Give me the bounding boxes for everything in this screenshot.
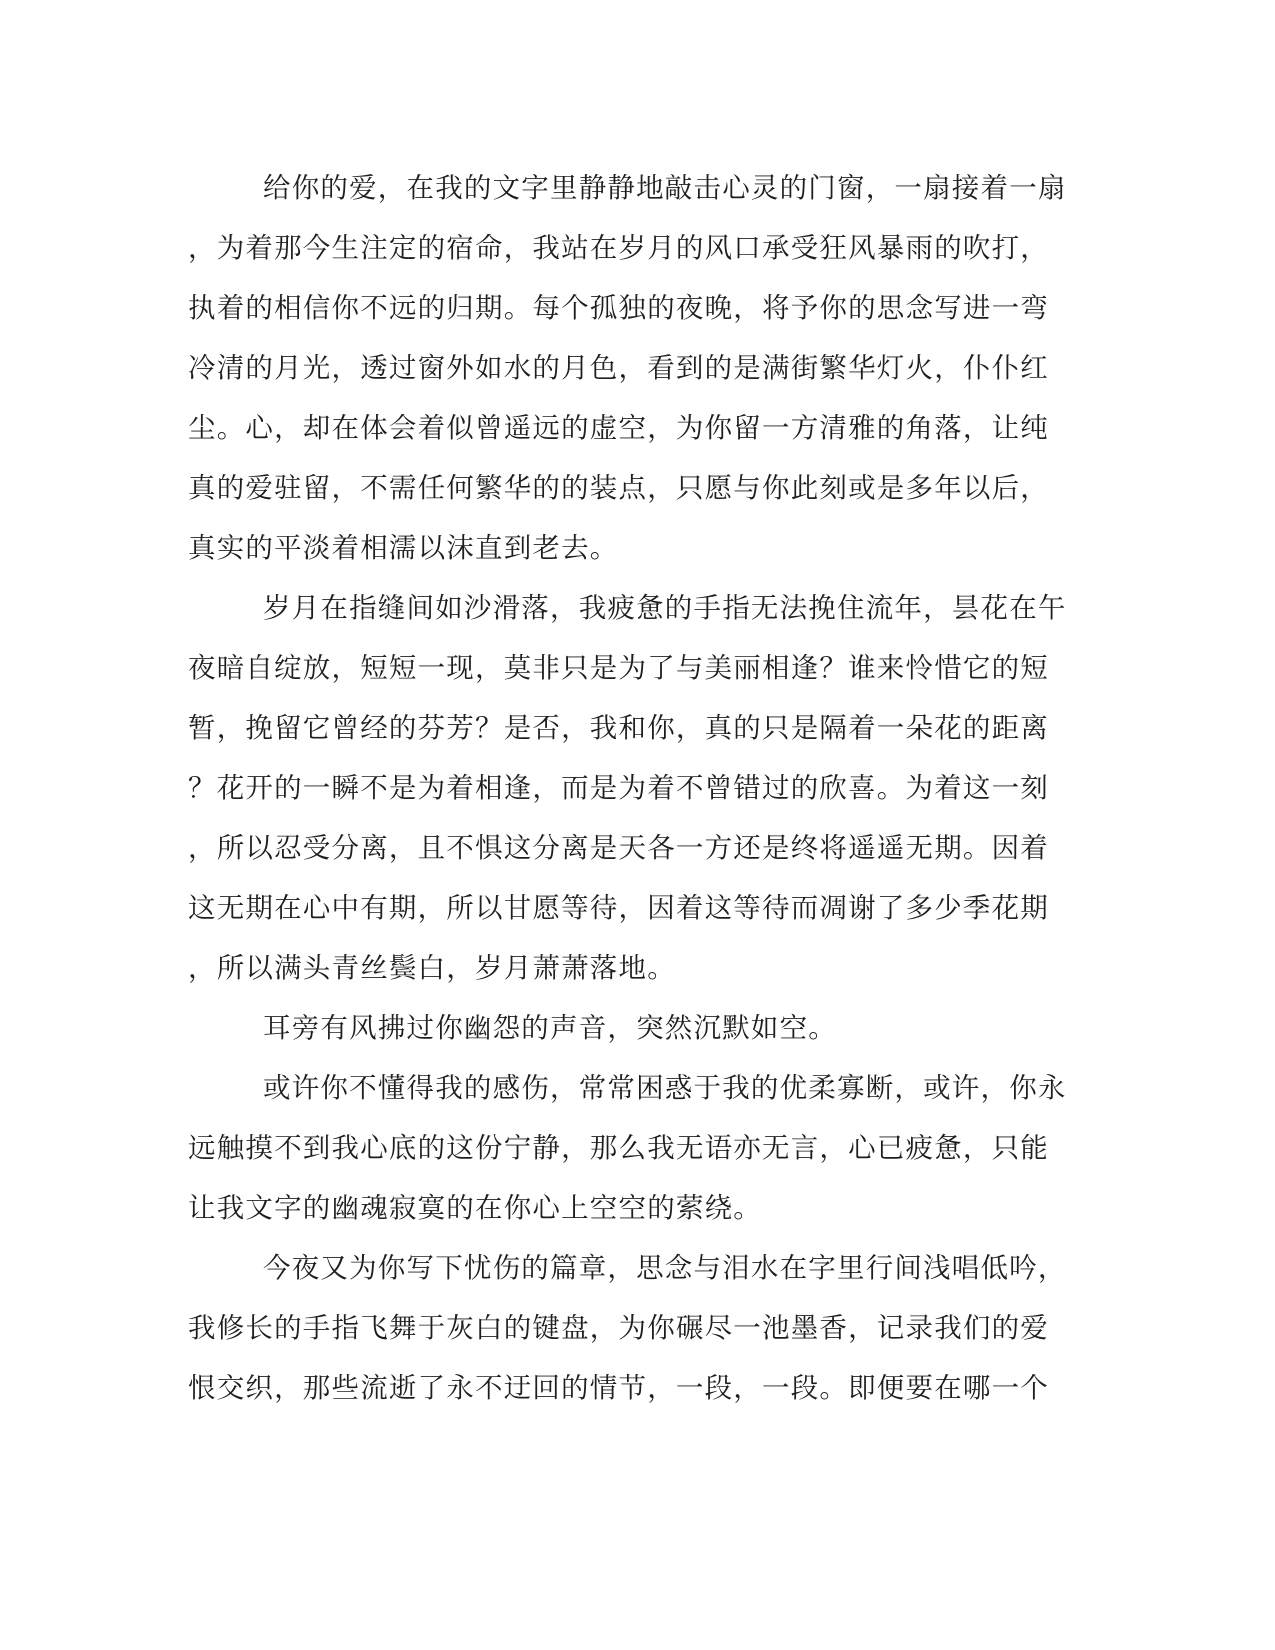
paragraph-1	[188, 158, 1068, 578]
paragraph-line: 我修长的手指飞舞于灰白的键盘，为你碾尽一池墨香，记录我们的爱	[188, 1312, 1049, 1344]
paragraph-line: 岁月在指缝间如沙滑落，我疲惫的手指无法挽住流年，昙花在午	[263, 592, 1067, 624]
document-body	[188, 158, 1068, 1418]
paragraph-4	[188, 1058, 1068, 1238]
paragraph-line: 夜暗自绽放，短短一现，莫非只是为了与美丽相逢？谁来怜惜它的短	[188, 652, 1049, 684]
paragraph-line: 真的爱驻留，不需任何繁华的的装点，只愿与你此刻或是多年以后，	[188, 472, 1049, 504]
paragraph-line: 暂，挽留它曾经的芬芳？是否，我和你，真的只是隔着一朵花的距离	[188, 712, 1049, 744]
paragraph-line: 尘。心，却在体会着似曾遥远的虚空，为你留一方清雅的角落，让纯	[188, 412, 1049, 444]
paragraph-line: 真实的平淡着相濡以沫直到老去。	[188, 532, 619, 564]
paragraph-line: 或许你不懂得我的感伤，常常困惑于我的优柔寡断，或许，你永	[263, 1072, 1067, 1104]
paragraph-line: 执着的相信你不远的归期。每个孤独的夜晚，将予你的思念写进一弯	[188, 292, 1049, 324]
paragraph-line: 让我文字的幽魂寂寞的在你心上空空的萦绕。	[188, 1192, 762, 1224]
paragraph-3	[188, 998, 1068, 1058]
paragraph-line: 这无期在心中有期，所以甘愿等待，因着这等待而凋谢了多少季花期	[188, 892, 1049, 924]
paragraph-line: 耳旁有风拂过你幽怨的声音，突然沉默如空。	[263, 1012, 837, 1044]
paragraph-line: ，为着那今生注定的宿命，我站在岁月的风口承受狂风暴雨的吹打，	[188, 232, 1049, 264]
paragraph-line: 远触摸不到我心底的这份宁静，那么我无语亦无言，心已疲惫，只能	[188, 1132, 1049, 1164]
paragraph-line: ，所以满头青丝鬓白，岁月萧萧落地。	[188, 952, 676, 984]
paragraph-line: 给你的爱，在我的文字里静静地敲击心灵的门窗，一扇接着一扇	[263, 172, 1067, 204]
paragraph-line: ？花开的一瞬不是为着相逢，而是为着不曾错过的欣喜。为着这一刻	[188, 772, 1049, 804]
paragraph-5	[188, 1238, 1068, 1418]
paragraph-line: 恨交织，那些流逝了永不迂回的情节，一段，一段。即便要在哪一个	[188, 1372, 1049, 1404]
paragraph-line: 今夜又为你写下忧伤的篇章，思念与泪水在字里行间浅唱低吟，	[263, 1252, 1067, 1284]
paragraph-line: 冷清的月光，透过窗外如水的月色，看到的是满街繁华灯火，仆仆红	[188, 352, 1049, 384]
paragraph-2	[188, 578, 1068, 998]
paragraph-line: ，所以忍受分离，且不惧这分离是天各一方还是终将遥遥无期。因着	[188, 832, 1049, 864]
